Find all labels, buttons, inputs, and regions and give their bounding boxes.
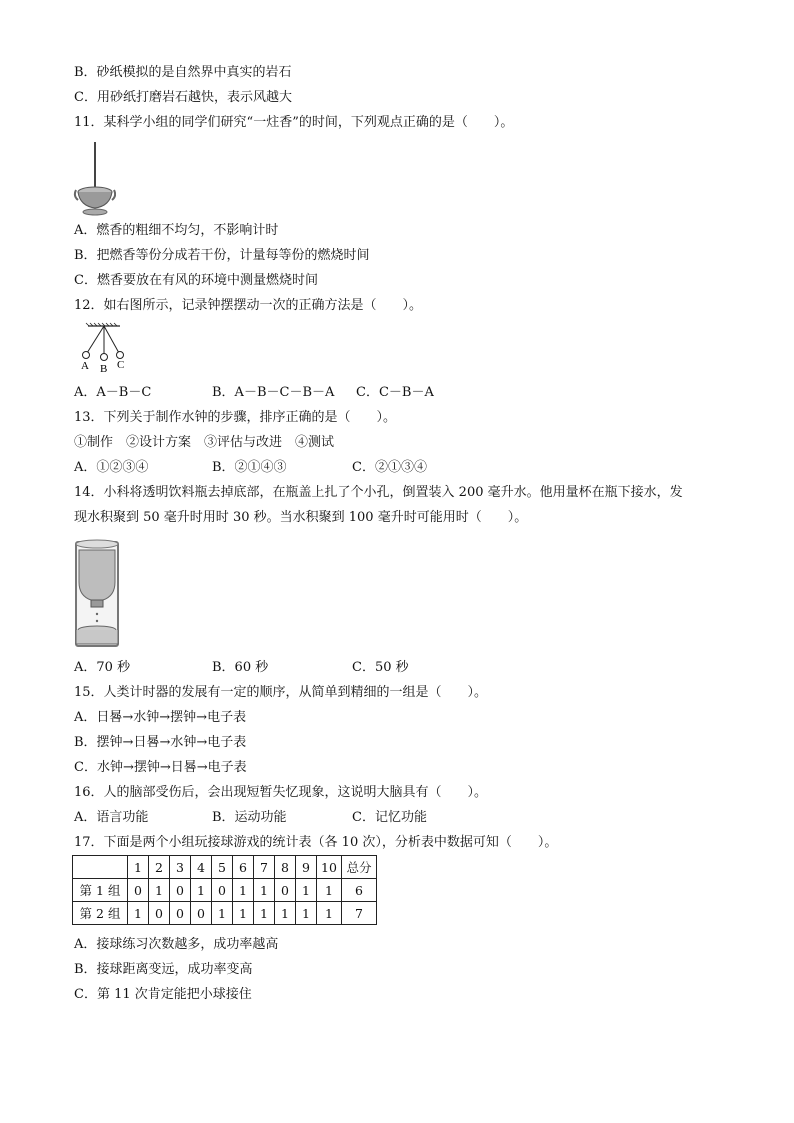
table-cell: 10 [317, 856, 342, 879]
option-a: A．70 秒 [74, 660, 131, 675]
option-line: A．燃香的粗细不均匀，不影响计时 [74, 223, 279, 238]
option-line: A．接球练习次数越多，成功率越高 [74, 937, 279, 952]
table-cell: 1 [128, 902, 149, 925]
table-cell: 1 [191, 879, 212, 902]
question-11: 11．某科学小组的同学们研究“一炷香”的时间，下列观点正确的是（ ）。 [74, 115, 514, 130]
table-row [73, 879, 377, 902]
table-cell: 0 [128, 879, 149, 902]
table-cell: 第 2 组 [73, 902, 128, 925]
option-b: B．60 秒 [212, 660, 269, 675]
incense-burner-figure [72, 140, 116, 218]
question-13: 13．下列关于制作水钟的步骤，排序正确的是（ ）。 [74, 410, 397, 425]
option-b: B．②①④③ [212, 460, 287, 475]
question-14-cont: 现水积聚到 50 毫升时用时 30 秒。当水积聚到 100 毫升时可能用时（ ）。 [74, 510, 528, 525]
table-cell: 0 [275, 879, 296, 902]
option-b: B．A－B－C－B－A [212, 385, 335, 400]
pendulum-label: C [117, 359, 125, 371]
option-line: B．接球距离变远，成功率变高 [74, 962, 253, 977]
table-cell: 1 [149, 879, 170, 902]
table-cell: 1 [233, 902, 254, 925]
table-cell: 1 [296, 879, 317, 902]
option-c: C．C－B－A [356, 385, 434, 400]
option-a: A．①②③④ [74, 460, 149, 475]
table-cell: 1 [317, 902, 342, 925]
table-cell: 4 [191, 856, 212, 879]
option-line: C．第 11 次肯定能把小球接住 [74, 987, 252, 1002]
table-cell: 6 [342, 879, 377, 902]
table-cell: 1 [233, 879, 254, 902]
option-c: C．记忆功能 [352, 810, 427, 825]
water-clock-figure [70, 538, 124, 650]
table-cell [73, 856, 128, 879]
table-cell: 0 [149, 902, 170, 925]
table-cell: 7 [254, 856, 275, 879]
pendulum-label: B [100, 363, 108, 374]
table-cell: 2 [149, 856, 170, 879]
table-cell: 第 1 组 [73, 879, 128, 902]
question-16: 16．人的脑部受伤后，会出现短暂失忆现象，这说明大脑具有（ ）。 [74, 785, 488, 800]
table-cell: 0 [170, 902, 191, 925]
score-table [72, 855, 377, 925]
table-cell: 8 [275, 856, 296, 879]
option-line: B．摆钟→日晷→水钟→电子表 [74, 735, 247, 750]
table-cell: 0 [191, 902, 212, 925]
table-cell: 0 [170, 879, 191, 902]
table-cell: 1 [254, 879, 275, 902]
pendulum-label: A [81, 360, 89, 372]
option-b: B．运动功能 [212, 810, 287, 825]
option-a: A．语言功能 [74, 810, 149, 825]
table-cell: 1 [128, 856, 149, 879]
option-line: B．把燃香等份分成若干份，计量每等份的燃烧时间 [74, 248, 370, 263]
option-line: C．燃香要放在有风的环境中测量燃烧时间 [74, 273, 318, 288]
table-row [73, 902, 377, 925]
table-cell: 3 [170, 856, 191, 879]
table-cell: 1 [296, 902, 317, 925]
table-cell: 0 [212, 879, 233, 902]
option-a: A．A－B－C [74, 385, 152, 400]
table-cell: 1 [275, 902, 296, 925]
option-c: C．②①③④ [352, 460, 427, 475]
table-cell: 1 [317, 879, 342, 902]
option-line: C．水钟→摆钟→日晷→电子表 [74, 760, 247, 775]
table-cell: 6 [233, 856, 254, 879]
step-list: ①制作 ②设计方案 ③评估与改进 ④测试 [74, 435, 335, 450]
table-cell: 总分 [342, 856, 377, 879]
table-cell: 1 [212, 902, 233, 925]
question-15: 15．人类计时器的发展有一定的顺序，从简单到精细的一组是（ ）。 [74, 685, 488, 700]
option-line: B．砂纸模拟的是自然界中真实的岩石 [74, 65, 292, 80]
pendulum-figure [74, 322, 134, 374]
question-12: 12．如右图所示，记录钟摆摆动一次的正确方法是（ ）。 [74, 298, 423, 313]
table-cell: 7 [342, 902, 377, 925]
option-line: A．日晷→水钟→摆钟→电子表 [74, 710, 247, 725]
table-header-row [73, 856, 377, 879]
table-cell: 5 [212, 856, 233, 879]
option-c: C．50 秒 [352, 660, 409, 675]
question-14: 14．小科将透明饮料瓶去掉底部，在瓶盖上扎了个小孔，倒置装入 200 毫升水。他用量杯在瓶下接水，发 [74, 485, 683, 500]
table-cell: 1 [254, 902, 275, 925]
table-cell: 9 [296, 856, 317, 879]
question-17: 17．下面是两个小组玩接球游戏的统计表（各 10 次），分析表中数据可知（ ）。 [74, 835, 558, 850]
option-line: C．用砂纸打磨岩石越快，表示风越大 [74, 90, 292, 105]
